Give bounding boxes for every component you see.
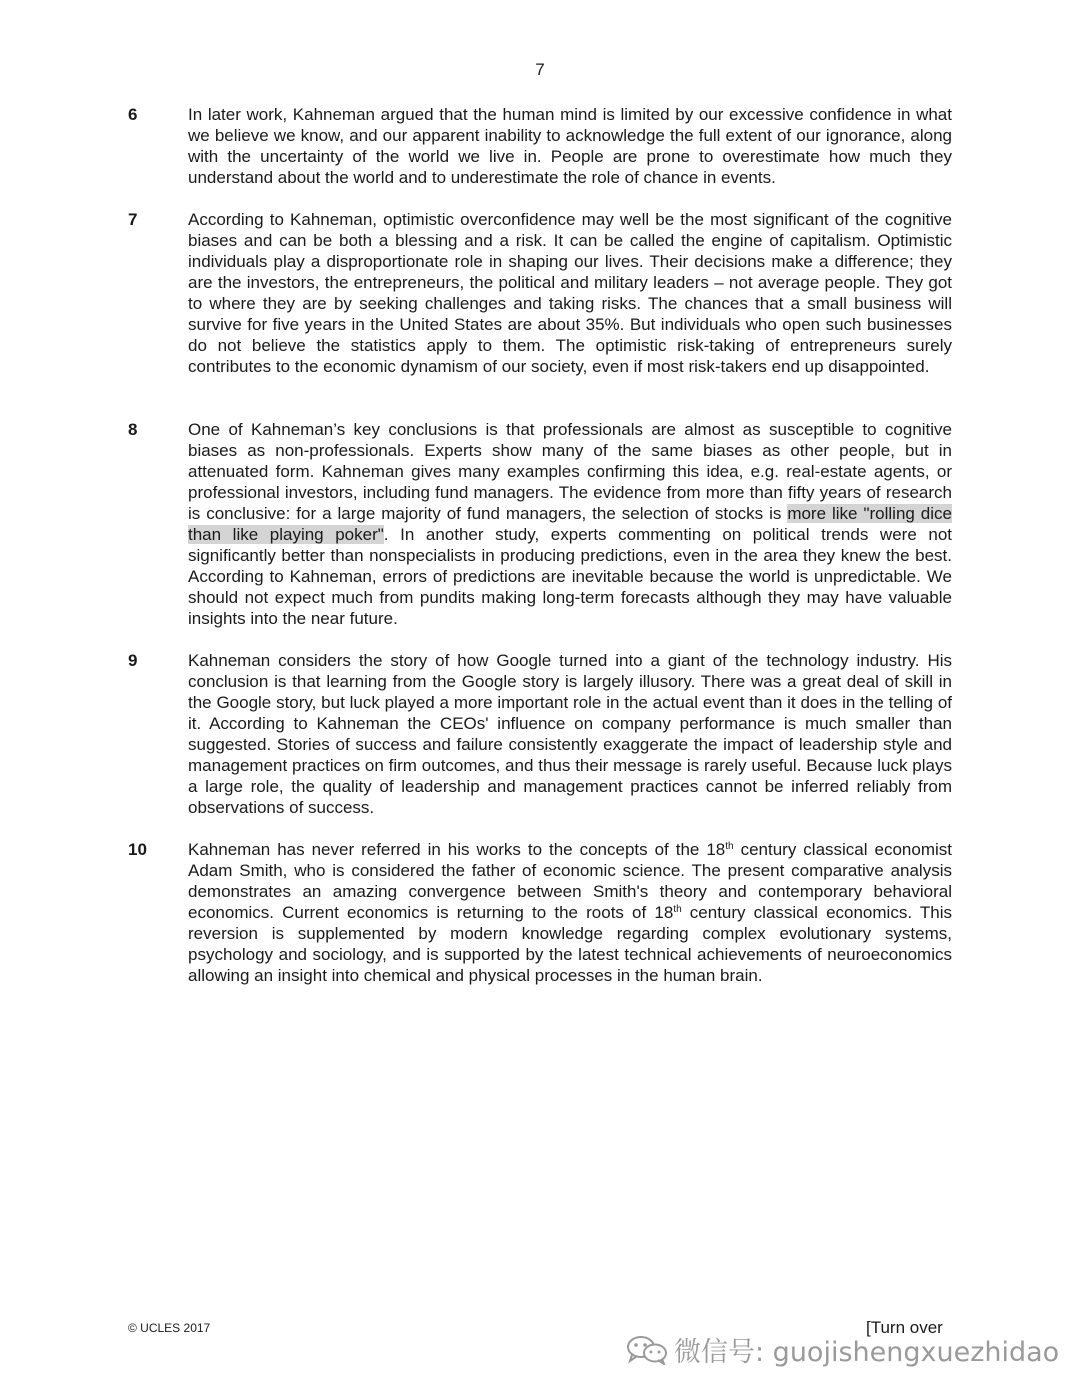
paragraph-number: 6 [128,105,138,124]
superscript: th [673,904,682,915]
paragraph-number: 10 [128,840,147,859]
text-segment: century classical economist Adam Smith, who is considered the father of economic science. The present comparative analysis demonstrates an amazing convergence between Smith's theory and contemporary behavioral economics. Current economics is returning to the roots of 18 [188,840,952,922]
paragraph-text [188,839,952,986]
paragraph-text [188,419,952,629]
paragraph-text: According to Kahneman, optimistic overconfidence may well be the most significant of the cognitive biases and can be both a blessing and a risk. It can be called the engine of capitalism. Optimistic individuals play a disproportionate role in shaping our lives. Their decisions make a difference; they are the investors, the entrepreneurs, the political and military leaders – not average people. They got to where they are by seeking challenges and taking risks. The chances that a small business will survive for five years in the United States are about 35%. But individuals who open such businesses do not believe the statistics apply to them. The optimistic risk-taking of entrepreneurs surely contributes to the economic dynamism of our society, even if most risk-takers end up disappointed. [188,210,952,376]
wechat-icon [626,1335,668,1372]
page-number: 7 [535,60,545,79]
paragraph-10 [128,839,952,986]
paragraph-7 [128,209,952,377]
copyright-notice: © UCLES 2017 [128,1321,211,1335]
paragraph-text: Kahneman considers the story of how Google turned into a giant of the technology industry. His conclusion is that learning from the Google story is largely illusory. There was a great deal of skill in the Google story, but luck played a more important role in the actual event than it does in the telling of it. According to Kahneman the CEOs' influence on company performance is much smaller than suggested. Stories of success and failure consistently exaggerate the impact of leadership style and management practices on firm outcomes, and thus their message is rarely useful. Because luck plays a large role, the quality of leadership and management practices cannot be inferred reliably from observations of success. [188,651,952,817]
paragraph-number: 9 [128,651,138,670]
watermark-text: 微信号: guojishengxuezhidao [674,1337,1060,1368]
paragraph-text: In later work, Kahneman argued that the human mind is limited by our excessive confidence in what we believe we know, and our apparent inability to acknowledge the full extent of our ignorance, along with the uncertainty of the world we live in. People are prone to overestimate how much they understand about the world and to underestimate the role of chance in events. [188,105,952,187]
turn-over-label: [Turn over [866,1318,943,1337]
text-segment: . In another study, experts commenting on political trends were not significantly better than nonspecialists in producing predictions, even in the area they knew the best. According to Kahneman, errors of predictions are inevitable because the world is unpredictable. We should not expect much from pundits making long-term forecasts although they may have valuable insights into the near future. [188,525,952,628]
paragraph-8 [128,419,952,629]
paragraph-number: 8 [128,420,138,439]
text-segment: Kahneman has never referred in his works to the concepts of the 18 [188,840,726,859]
paragraph-6 [128,104,952,188]
text-segment: century classical economics. This reversion is supplemented by modern knowledge regarding complex evolutionary systems, psychology and sociology, and is supported by the latest technical achievements of neuroeconomics allowing an insight into chemical and physical processes in the human brain. [188,903,952,985]
watermark [626,1330,1059,1372]
highlighted-quote: more like "rolling dice than like playing poker" [188,504,952,544]
paragraph-number: 7 [128,210,138,229]
paragraph-9 [128,650,952,818]
superscript: th [725,841,734,852]
text-segment: One of Kahneman’s key conclusions is that professionals are almost as susceptible to cognitive biases as non-professionals. Experts show many of the same biases as other people, but in attenuated form. Kahneman gives many examples confirming this idea, e.g. real-estate agents, or professional investors, including fund managers. The evidence from more than fifty years of research is conclusive: for a large majority of fund managers, the selection of stocks is [188,420,952,523]
